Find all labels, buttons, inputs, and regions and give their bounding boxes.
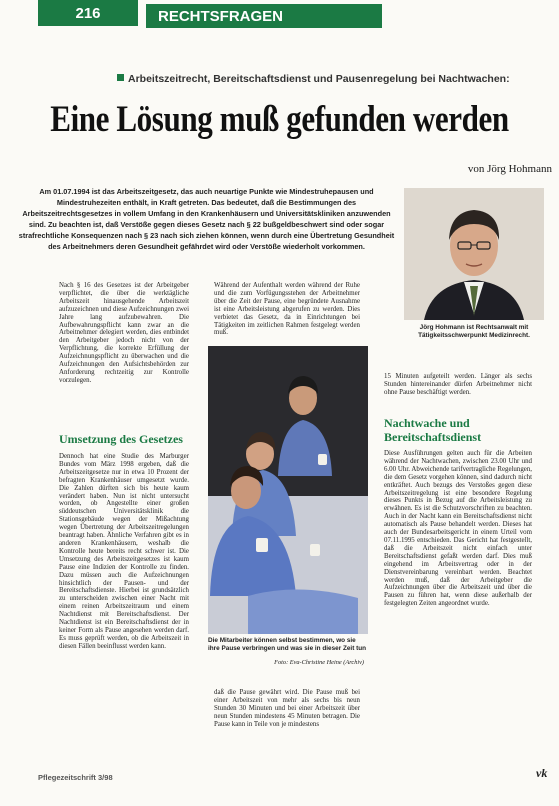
subheading-nachtwache: Nachtwache und Bereitschaftsdienst <box>384 416 482 444</box>
journal-footer: Pflegezeitschrift 3/98 <box>38 773 113 782</box>
lead-paragraph: Am 01.07.1994 ist das Arbeitszeitgesetz, das auch neuartige Punkte wie Mindestruhepausen und Mindestruhezeiten enthält, in Kraft getreten. Das bedeutet, daß die Bestimmungen des Arbeitszeitrechtsgesetzes in vollem Umfang in den Krankenhäusern und Universitätskliniken anzuwenden sind. Zu beachten ist, daß Verstöße gegen dieses Gesetz nach § 22 bußgeldbeschwert sind oder sogar strafrechtliche Konsequenzen nach § 23 nach sich ziehen können, wenn durch eine Übertretung Gesundheit des Arbeitnehmers deren Gesundheit gefährdet wird oder Verstöße wiederholt vorkommen. <box>18 187 395 252</box>
page-number: 216 <box>38 0 138 26</box>
section-title: RECHTSFRAGEN <box>146 4 382 28</box>
body-column-3b: Diese Ausführungen gelten auch für die Arbeiten während der Nachtwachen, zwischen 23.00 Uhr und 6.00 Uhr. Abweichende tarifvertragliche Regelungen, die dem Gesetz vorgehen können, sind dadurch nicht entkräftet. Auch bezugs des Verstoßes gegen diese Arbeitszeitregelung ist eine besondere Regelung dieses Punkts in Bezug auf die Arbeitsleistung zu erwähnen. Es ist die Schutzvorschriften zu beachten. Auch in der Nacht kann ein Bereitschaftsdienst nicht automatisch als Pause behandelt werden. Dieses hat auch der Bundesarbeitsgericht in einem Urteil vom 07.11.1995 entschieden. Das Gericht hat festgestellt, daß die Arbeitszeit nicht einfach unter Bereitschaftsdienst gefaßt werden darf. Dies muß eingehend im Arbeitsvertrag oder in der Dienstvereinbarung vereinbart werden. Beachtet werden muß, daß der Arbeitgeber die Aufzeichnungen über die Arbeitszeit und über die Pausen zu führen hat, wenn diese außerhalb der festgelegten Zeiten angeordnet wurde. <box>384 450 532 608</box>
kicker <box>117 73 553 85</box>
bullet-square-icon <box>117 74 124 81</box>
author-portrait <box>404 188 544 320</box>
nurses-photo <box>208 346 368 634</box>
publisher-logo: vk <box>536 766 548 780</box>
photo-credit: Foto: Eva-Christine Heine (Archiv) <box>274 659 364 666</box>
photo-caption: Die Mitarbeiter können selbst bestimmen, wo sie ihre Pause verbringen und was sie in dieser Zeit tun <box>208 637 367 652</box>
byline: von Jörg Hohmann <box>467 163 552 175</box>
kicker-text: Arbeitszeitrecht, Bereitschaftsdienst und Pausenregelung bei Nachtwachen: <box>128 73 510 85</box>
body-column-1a: Nach § 16 des Gesetzes ist der Arbeitgeber verpflichtet, die über die werktägliche Arbeitszeit hinausgehende Arbeitszeit aufzuzeichnen und diese Aufzeichnungen zwei Jahre lang aufzubewahren. Die Aufbewahrungspflicht kann zwar an die Arbeitnehmer delegiert werden, dies entbindet den Arbeitgeber jedoch nicht von der Verpflichtung, die korrekte Erfüllung der Aufzeichnungspflicht zu überwachen und die Aufzeichnungen den Aufsichtsbehörden zur Anforderung rechtzeitig zur Kontrolle vorzulegen. <box>59 282 189 384</box>
body-column-2b: daß die Pause gewährt wird. Die Pause muß bei einer Arbeitszeit von mehr als sechs bis neun Stunden 30 Minuten und bei einer Arbeitszeit über neun Stunden mindestens 45 Minuten betragen. Die Pause kann in Teile von je mindestens <box>214 689 360 728</box>
body-column-3a: 15 Minuten aufgeteilt werden. Länger als sechs Stunden hintereinander dürfen Arbeitnehmer nicht ohne Pause beschäftigt werden. <box>384 373 532 396</box>
headline: Eine Lösung muß gefunden werden <box>50 99 509 140</box>
body-column-2a: Während der Aufenthalt werden während der Ruhe und die zum Vorfügungsstehen der Arbeitnehmer über die Zeit der Pause, eine begründete Ausnahme ist eine Arbeitsleistung abgerufen zu werden. Dies verbietet das Gesetz, da in Einrichtungen bei Tätigkeiten im zeitlichen Rahmen festgelegt werden muß. <box>214 282 360 337</box>
portrait-caption: Jörg Hohmann ist Rechtsanwalt mit Tätigkeitsschwerpunkt Medizinrecht. <box>418 324 530 340</box>
subheading-umsetzung: Umsetzung des Gesetzes <box>59 432 183 446</box>
body-column-1b: Dennoch hat eine Studie des Marburger Bundes vom März 1998 ergeben, daß die Arbeitszeitgesetze nur in etwa 10 Prozent der befragten Krankenhäuser umgesetzt wurde. Die Zahlen dürften sich bis heute kaum verändert haben. Nun ist nicht untersucht worden, ob Angestellte einer großen süddeutschen Universitätsklinik die Stationsgebäude wegen der Mißachtung wegen Übertretung der Arbeitszeitregelungen beantragt haben. Ähnliche Verfahren gibt es in anderen Krankenhäusern, weshalb die Kontrolle heute bereits recht schwer ist. Die Umsetzung des Arbeitszeitgesetzes ist kaum Pause eine Indizien der Kontrolle zu finden. Dazu müssen auch die Aufzeichnungen hinsichtlich der Pausen- und der Bereitschaftsdienste. Hierbei ist grundsätzlich zu unterscheiden zwischen einer Nacht mit einem reinen Arbeitszeitraum und einem Nachtdienst mit Bereitschaftsdienst. Der Nachtdienst ist ein Bereitschaftsdienst der in keiner Form als Pause angesehen werden darf. Es muss geprüft werden, ob die Arbeitszeit in diesen Fällen beeinflusst werden kann. <box>59 453 189 650</box>
